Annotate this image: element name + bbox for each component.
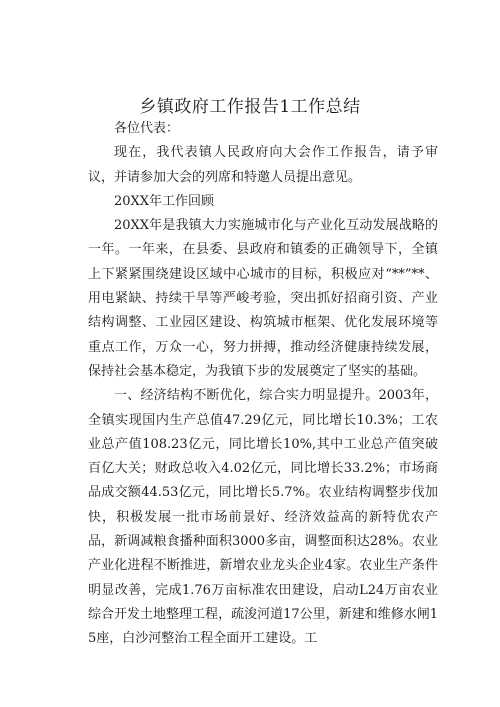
section-heading: 20XX年工作回顾	[114, 193, 215, 209]
paragraph-economy: 一、经济结构不断优化，综合实力明显提升。2003年，全镇实现国内生产总值47.29亿元，同比增长10.3%；工农业总产值108.23亿元，同比增长10%,其中工业总产值突破百亿大关；财政总收入4.02亿元，同比增长33.2%；市场商品成交额44.53亿元，同比增长5.7%。农业结构调整步伐加快，积极发展一批市场前景好、经济效益高的新特优农产品，新调减粮食播种面积3000多亩，调整面积达28%。农业产业化进程不断推进，新增农业龙头企业4家。农业生产条件明显改善，完成1.76万亩标准农田建设，启动L24万亩农业综合开发土地整理工程，疏浚河道17公里，新建和维修水闸15座，白沙河整治工程全面开工建设。工	[88, 388, 438, 647]
paragraph-overview: 20XX年是我镇大力实施城市化与产业化互动发展战略的一年。一年来，在县委、县政府和镇委的正确领导下，全镇上下紧紧围绕建设区域中心城市的目标，积极应对“**”**、用电紧缺、持续干旱等严峻考验，突出抓好招商引资、产业结构调整、工业园区建设、构筑城市框架、优化发展环境等重点工作，万众一心，努力拼搏，推动经济健康持续发展，保持社会基本稳定，为我镇下步的发展奠定了坚实的基础。	[88, 218, 438, 379]
paragraph-intro: 现在，我代表镇人民政府向大会作工作报告，请予审议，并请参加大会的列席和特邀人员提出意见。	[88, 145, 438, 185]
document-title: 乡镇政府工作报告1工作总结	[139, 97, 361, 117]
document-body	[88, 117, 438, 652]
salutation: 各位代表：	[114, 121, 180, 136]
